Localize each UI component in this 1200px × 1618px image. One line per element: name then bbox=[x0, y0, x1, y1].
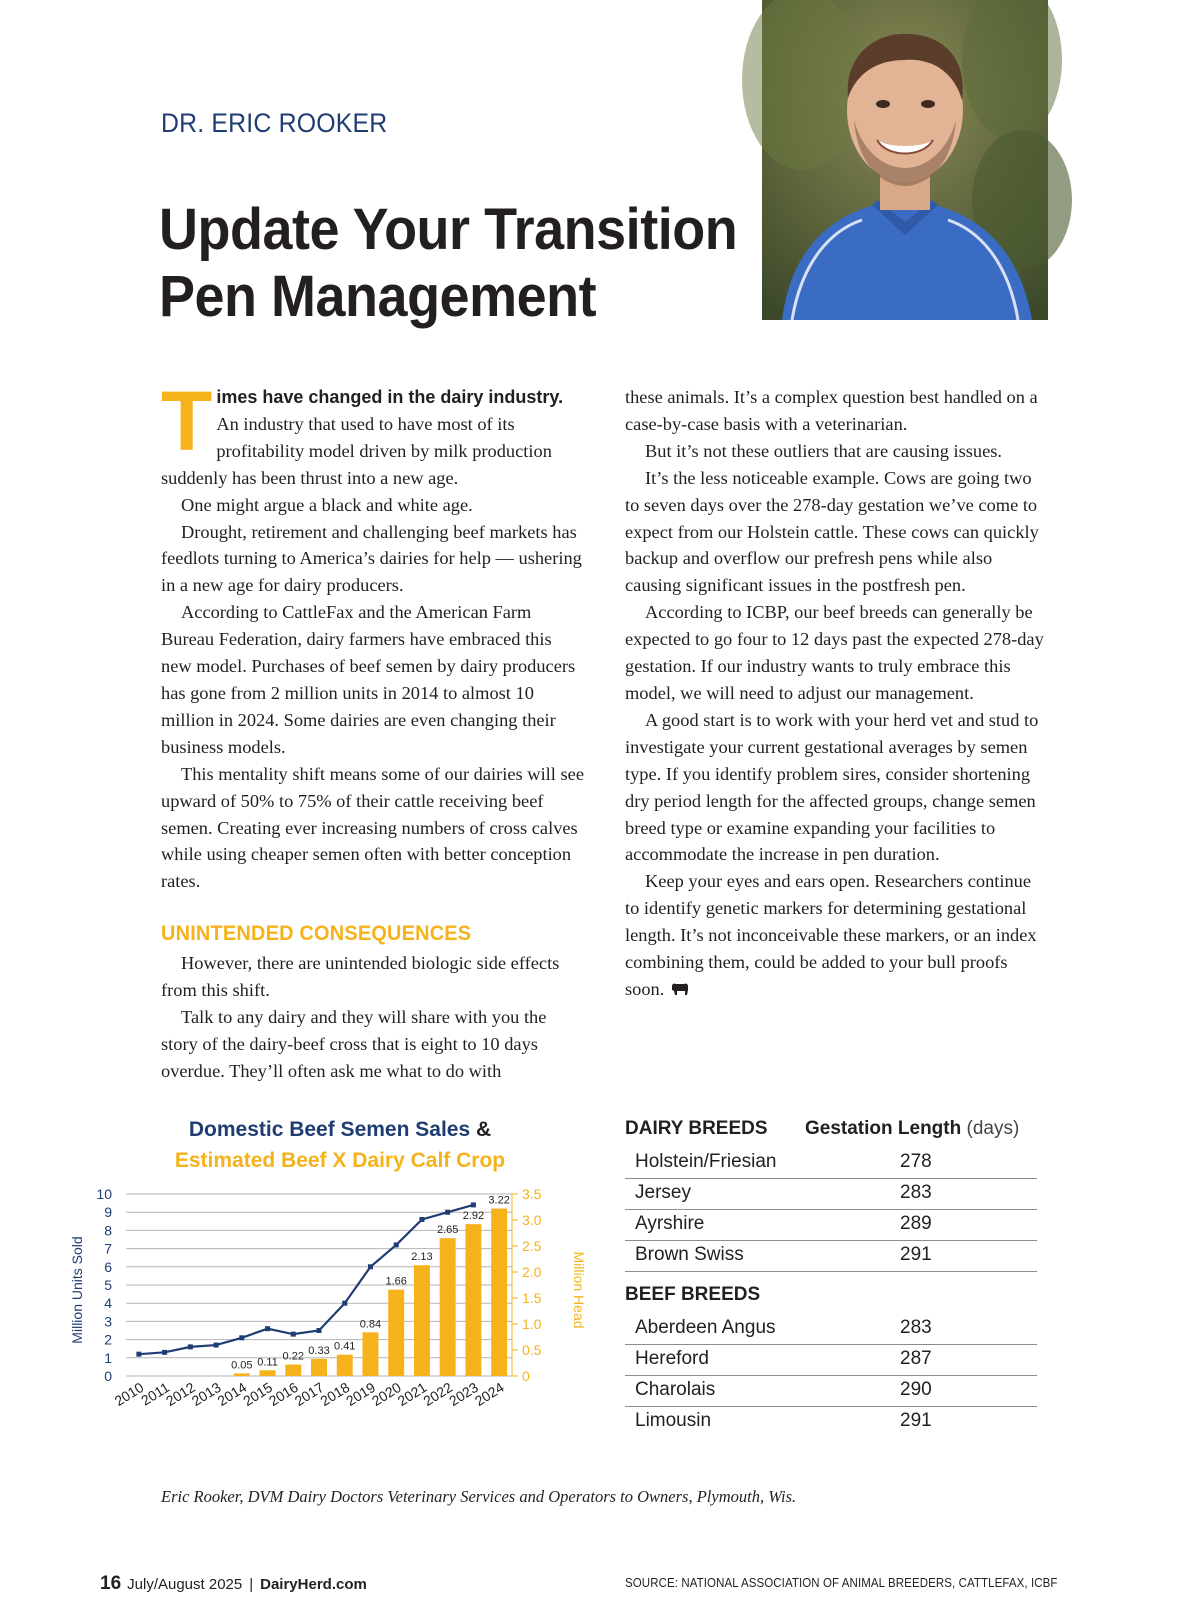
chart-bar-label: 2.13 bbox=[411, 1251, 433, 1264]
chart-line-point bbox=[471, 1202, 476, 1207]
chart-left-tick-label: 3 bbox=[104, 1313, 112, 1330]
chart-line-point bbox=[136, 1352, 141, 1357]
chart-bar bbox=[234, 1373, 250, 1376]
chart-x-tick-label: 2019 bbox=[343, 1378, 379, 1410]
article-column-right bbox=[625, 384, 1049, 1003]
chart-left-axis bbox=[96, 1186, 112, 1384]
chart-bar-label: 0.11 bbox=[257, 1356, 278, 1369]
beef-gestation-days: 291 bbox=[900, 1410, 932, 1431]
chart-x-tick-label: 2021 bbox=[394, 1378, 430, 1410]
chart-bar-label: 0.41 bbox=[334, 1340, 356, 1353]
chart-bar bbox=[491, 1209, 507, 1376]
chart-line-point bbox=[445, 1210, 450, 1215]
dairy-gestation-days: 291 bbox=[900, 1244, 932, 1265]
headline-line-1: Update Your Transition bbox=[159, 197, 738, 262]
paragraph-1: Times have changed in the dairy industry. An industry that used to have most of its profitability model driven by milk production suddenly has been thrust into a new age. bbox=[161, 374, 564, 488]
dairy-breed-rows bbox=[625, 1148, 1037, 1272]
table-row bbox=[625, 1376, 1037, 1407]
chart-bar-label: 1.66 bbox=[385, 1275, 407, 1288]
table-row bbox=[625, 1314, 1037, 1345]
chart-line-point bbox=[368, 1264, 373, 1269]
chart-x-tick-label: 2023 bbox=[446, 1378, 481, 1410]
chart-bars bbox=[234, 1209, 507, 1376]
chart-bar-label: 0.05 bbox=[231, 1359, 253, 1372]
chart-left-tick-label: 6 bbox=[104, 1258, 112, 1275]
page-folio bbox=[100, 1573, 367, 1595]
chart-left-tick-label: 10 bbox=[96, 1186, 112, 1202]
beef-breed-name: Aberdeen Angus bbox=[635, 1317, 776, 1338]
chart-title-ampersand: & bbox=[470, 1118, 492, 1141]
gestation-length-heading: Gestation Length (days) bbox=[805, 1118, 1020, 1139]
chart-x-tick-label: 2022 bbox=[420, 1378, 456, 1410]
drop-cap: T bbox=[161, 374, 213, 468]
chart-left-tick-label: 2 bbox=[104, 1331, 112, 1348]
article-headline bbox=[159, 196, 754, 330]
paragraph-13: Keep your eyes and ears open. Researchers continue to identify genetic markers for determining gestational length. It’s not inconceivable these markers, or an index combining them, could be added to your bull proofs soon. bbox=[625, 871, 1037, 999]
chart-left-tick-label: 1 bbox=[104, 1349, 112, 1366]
chart-bar bbox=[414, 1265, 430, 1376]
chart-line-point bbox=[239, 1335, 244, 1340]
chart-left-tick-label: 5 bbox=[104, 1277, 112, 1293]
beef-breeds-heading: BEEF BREEDS bbox=[625, 1284, 761, 1305]
chart-source: SOURCE: NATIONAL ASSOCIATION OF ANIMAL BREEDERS, CATTLEFAX, ICBF bbox=[625, 1576, 1058, 1590]
site-name: DairyHerd.com bbox=[260, 1576, 367, 1593]
cow-end-mark-icon bbox=[670, 982, 690, 996]
paragraph-8: these animals. It’s a complex question best handled on a case-by-case basis with a veterinarian. bbox=[625, 387, 1038, 434]
dairy-gestation-days: 278 bbox=[900, 1151, 932, 1172]
chart-bar-label: 0.33 bbox=[308, 1344, 330, 1357]
dairy-gestation-days: 289 bbox=[900, 1213, 932, 1234]
paragraph-2: One might argue a black and white age. bbox=[181, 494, 473, 515]
paragraph-11: According to ICBP, our beef breeds can generally be expected to go four to 12 days past the expected 278-day gestation. If our industry wants to truly embrace this model, we will need to adjust our management. bbox=[625, 602, 1044, 703]
chart-bar bbox=[260, 1370, 276, 1376]
chart-left-tick-label: 4 bbox=[104, 1295, 112, 1312]
chart-right-tick-label: 1.0 bbox=[522, 1316, 542, 1332]
author-photo bbox=[762, 0, 1048, 320]
chart-bar bbox=[285, 1365, 301, 1376]
folio-separator: | bbox=[249, 1576, 254, 1593]
paragraph-9: But it’s not these outliers that are causing issues. bbox=[645, 440, 1003, 461]
beef-breed-name: Charolais bbox=[635, 1379, 716, 1400]
chart-left-tick-label: 8 bbox=[104, 1222, 112, 1239]
chart-right-tick-label: 2.0 bbox=[522, 1264, 542, 1280]
chart-bar-label: 2.92 bbox=[462, 1210, 485, 1223]
dairy-breeds-heading: DAIRY BREEDS bbox=[625, 1118, 768, 1139]
paragraph-7: Talk to any dairy and they will share with you the story of the dairy-beef cross that is eight to 10 days overdue. They’ll often ask me what to do with bbox=[161, 1006, 547, 1081]
author-byline: DR. ERIC ROOKER bbox=[161, 108, 388, 138]
chart-x-tick-label: 2024 bbox=[471, 1378, 507, 1410]
gestation-table bbox=[625, 1118, 1037, 1437]
chart-line-point bbox=[214, 1343, 219, 1348]
headline-line-2: Pen Management bbox=[159, 264, 597, 329]
chart-line-point bbox=[162, 1350, 167, 1355]
chart-line-point bbox=[317, 1328, 322, 1333]
author-photo-illustration bbox=[762, 0, 1048, 320]
chart-right-tick-label: 2.5 bbox=[522, 1238, 542, 1254]
paragraph-12: A good start is to work with your herd vet and stud to investigate your current gestational averages by semen type. If you identify problem sires, consider shortening dry period length for the affected groups, change semen breed type or examine expanding your facilities to accommodate the increase in pen duration. bbox=[625, 709, 1039, 865]
beef-gestation-days: 283 bbox=[900, 1317, 932, 1338]
beef-breed-name: Hereford bbox=[635, 1348, 709, 1369]
chart-bar bbox=[465, 1224, 481, 1376]
chart-left-tick-label: 0 bbox=[104, 1368, 112, 1384]
table-row bbox=[625, 1210, 1037, 1241]
chart-x-tick-label: 2015 bbox=[240, 1378, 276, 1410]
chart-bar bbox=[440, 1238, 456, 1376]
chart-bar-label: 0.22 bbox=[282, 1350, 304, 1363]
chart-x-tick-label: 2016 bbox=[265, 1378, 301, 1410]
dairy-gestation-days: 283 bbox=[900, 1182, 932, 1203]
paragraph-5: This mentality shift means some of our dairies will see upward of 50% to 75% of their cattle receiving beef semen. Creating ever increasing numbers of cross calves while using cheaper semen often with better conception rates. bbox=[161, 763, 584, 892]
chart-x-axis bbox=[112, 1379, 507, 1409]
chart-line-point bbox=[419, 1217, 424, 1222]
chart-bar-label: 0.84 bbox=[359, 1318, 382, 1331]
chart-bar bbox=[337, 1355, 353, 1376]
issue-date: July/August 2025 bbox=[127, 1576, 243, 1593]
chart-right-tick-label: 0 bbox=[522, 1368, 530, 1384]
chart-subtitle: Estimated Beef X Dairy Calf Crop bbox=[174, 1149, 506, 1172]
chart-line-point bbox=[394, 1242, 399, 1247]
paragraph-3: Drought, retirement and challenging beef markets has feedlots turning to America’s dairies for help — ushering in a new age for dairy producers. bbox=[161, 521, 582, 596]
chart-x-tick-label: 2017 bbox=[291, 1378, 327, 1410]
beef-breed-rows bbox=[625, 1314, 1037, 1437]
chart-right-tick-label: 0.5 bbox=[522, 1342, 542, 1358]
chart-right-axis bbox=[512, 1186, 542, 1384]
table-row bbox=[625, 1179, 1037, 1210]
author-caption: Eric Rooker, DVM Dairy Doctors Veterinary Services and Operators to Owners, Plymouth, Wis. bbox=[161, 1487, 797, 1506]
chart-x-tick-label: 2014 bbox=[214, 1378, 250, 1410]
chart-bar-label: 2.65 bbox=[436, 1224, 459, 1237]
chart-right-tick-label: 3.5 bbox=[522, 1186, 542, 1202]
beef-breeds-header bbox=[625, 1284, 1037, 1314]
dairy-breed-name: Holstein/Friesian bbox=[635, 1151, 777, 1172]
chart-right-axis-label: Million Head bbox=[571, 1251, 587, 1329]
table-header bbox=[625, 1118, 1037, 1148]
lead-text: imes have changed in the dairy industry. bbox=[216, 387, 564, 407]
beef-gestation-days: 287 bbox=[900, 1348, 932, 1369]
chart-bar bbox=[362, 1332, 378, 1376]
chart-left-axis-label: Million Units Sold bbox=[69, 1236, 85, 1344]
beef-semen-chart bbox=[60, 1180, 587, 1440]
beef-gestation-days: 290 bbox=[900, 1379, 932, 1400]
chart-x-tick-label: 2018 bbox=[317, 1378, 353, 1410]
chart-x-tick-label: 2011 bbox=[138, 1378, 173, 1409]
gestation-unit: (days) bbox=[966, 1118, 1020, 1139]
chart-title: Domestic Beef Semen Sales & bbox=[188, 1118, 492, 1141]
paragraph-10: It’s the less noticeable example. Cows are going two to seven days over the 278-day gestation we’ve come to expect from our Holstein cattle. These cows can quickly backup and overflow our prefresh pens while also causing significant issues in the postfresh pen. bbox=[625, 467, 1039, 596]
table-row bbox=[625, 1345, 1037, 1376]
chart-line-point bbox=[342, 1301, 347, 1306]
chart-x-tick-label: 2010 bbox=[111, 1378, 147, 1410]
page-number: 16 bbox=[100, 1573, 122, 1594]
paragraph-4: According to CattleFax and the American Farm Bureau Federation, dairy farmers have embraced this new model. Purchases of beef semen by dairy producers has gone from 2 million units in 2014 to almost 10 million in 2024. Some dairies are even changing their business models. bbox=[161, 602, 576, 757]
chart-x-tick-label: 2020 bbox=[368, 1378, 404, 1410]
dairy-breed-name: Brown Swiss bbox=[635, 1244, 744, 1265]
dairy-breed-name: Jersey bbox=[635, 1182, 691, 1203]
chart-line-point bbox=[188, 1344, 193, 1349]
table-row bbox=[625, 1407, 1037, 1437]
chart-x-tick-label: 2013 bbox=[188, 1378, 224, 1410]
table-row bbox=[625, 1241, 1037, 1272]
chart-right-tick-label: 3.0 bbox=[522, 1212, 542, 1228]
table-row bbox=[625, 1148, 1037, 1179]
chart-line-point bbox=[291, 1332, 296, 1337]
chart-right-tick-label: 1.5 bbox=[522, 1290, 542, 1306]
chart-x-tick-label: 2012 bbox=[163, 1378, 198, 1410]
chart-left-tick-label: 9 bbox=[104, 1204, 112, 1221]
chart-left-tick-label: 7 bbox=[104, 1240, 112, 1257]
chart-bar-label: 3.22 bbox=[488, 1194, 510, 1207]
article-column-left bbox=[161, 374, 585, 1085]
chart-bar bbox=[388, 1290, 404, 1376]
paragraph-6: However, there are unintended biologic side effects from this shift. bbox=[161, 953, 560, 1001]
beef-breed-name: Limousin bbox=[635, 1410, 712, 1431]
dairy-breed-name: Ayrshire bbox=[635, 1213, 705, 1234]
section-subhead: UNINTENDED CONSEQUENCES bbox=[161, 922, 472, 946]
chart-bar bbox=[311, 1359, 327, 1376]
chart-line-point bbox=[265, 1326, 270, 1331]
